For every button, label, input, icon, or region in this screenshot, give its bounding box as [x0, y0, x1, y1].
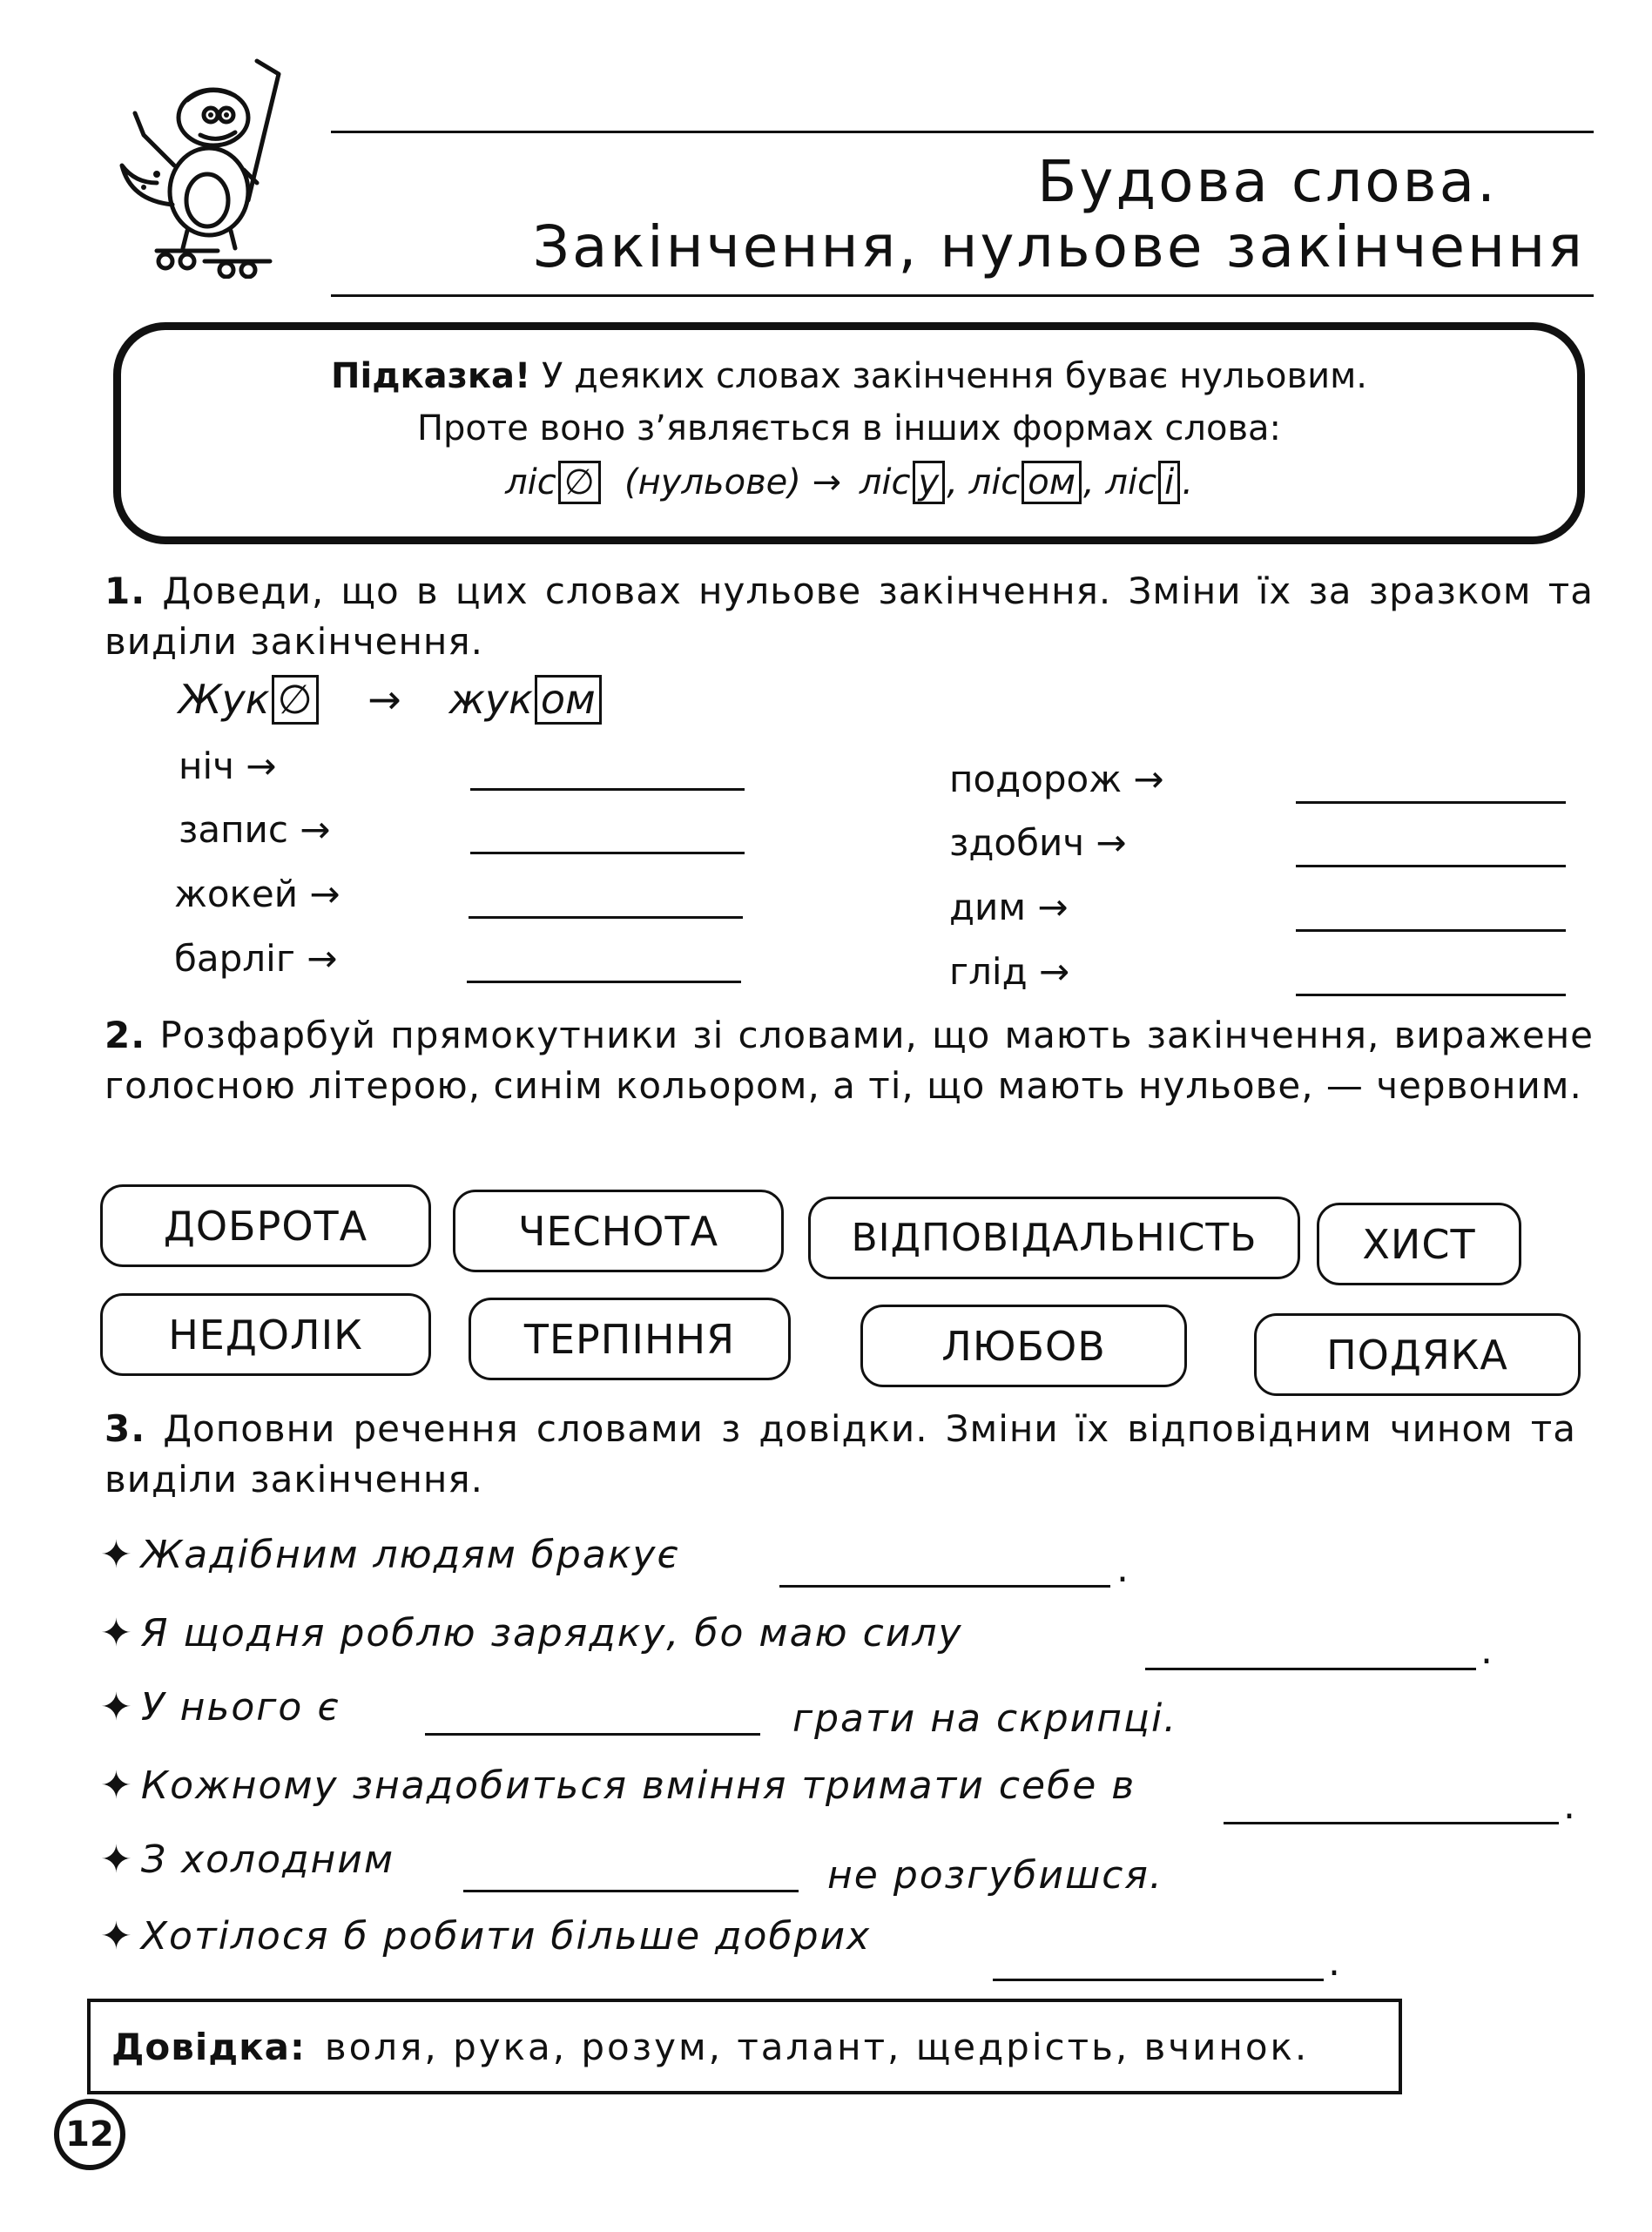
star-bullet-icon: ✦	[100, 1611, 134, 1655]
period: .	[1116, 1547, 1130, 1591]
sample-result-ending-box: ом	[535, 675, 602, 725]
task1-number: 1.	[105, 570, 146, 612]
task3-text: Доповни речення словами з довідки. Зміни їх відповідним чином та виділи закінчення.	[105, 1407, 1576, 1500]
hint-example	[121, 461, 1577, 504]
answer-blank[interactable]	[470, 788, 745, 791]
sentence-6-text: Хотілося б робити більше добрих	[140, 1914, 872, 1959]
task3-number: 3.	[105, 1407, 146, 1450]
answer-blank[interactable]	[1296, 801, 1566, 804]
sentence-5-text-a: З холодним	[140, 1838, 395, 1882]
star-bullet-icon: ✦	[100, 1533, 134, 1577]
hint-example-stem: ліс	[505, 462, 556, 502]
zero-note: (нульове)	[624, 462, 801, 502]
task1-word-left: жокей →	[174, 873, 341, 915]
reference-words: воля, рука, розум, талант, щедрість, вчинок.	[324, 2025, 1310, 2068]
hint-box	[113, 322, 1585, 544]
reference-label: Довідка:	[111, 2025, 306, 2068]
hint-line1	[121, 356, 1577, 396]
task1-sample	[179, 675, 603, 725]
period: .	[1328, 1940, 1342, 1985]
task1-word-right: глід →	[949, 950, 1070, 993]
word-rectangle-nedolik[interactable]: НЕДОЛІК	[100, 1293, 431, 1376]
sentence-5	[100, 1838, 394, 1882]
sample-arrow-icon: →	[367, 676, 401, 723]
sentence-2-text: Я щодня роблю зарядку, бо маю силу	[140, 1611, 963, 1655]
sentence-6	[100, 1914, 871, 1959]
ending-box-u: у	[913, 461, 946, 504]
hint-example-stem-3: ліс	[968, 462, 1021, 502]
sample-stem: Жук	[179, 676, 270, 723]
header-top-rule	[331, 131, 1594, 133]
answer-blank[interactable]	[467, 981, 741, 983]
star-bullet-icon: ✦	[100, 1685, 134, 1730]
word-rectangle-khyst[interactable]: ХИСТ	[1317, 1203, 1521, 1285]
sentence-3-text-b: грати на скрипці.	[792, 1696, 1178, 1741]
answer-blank[interactable]	[469, 916, 743, 919]
task2-text: Розфарбуй прямокутники зі словами, що мають закінчення, виражене голосною літерою, синім кольором, а ті, що мають нульове, — червоним.	[105, 1014, 1594, 1107]
page-number: 12	[54, 2099, 125, 2170]
ending-box-i: і	[1158, 461, 1180, 504]
task1-word-right: дим →	[949, 886, 1069, 928]
task1-instructions	[105, 566, 1594, 667]
task3-instructions	[105, 1404, 1576, 1505]
header-bottom-rule	[331, 294, 1594, 297]
sentence-1-text: Жадібним людям бракує	[140, 1533, 680, 1577]
task1-word-right: здобич →	[949, 821, 1127, 864]
hint-example-stem-4: ліс	[1105, 462, 1157, 502]
answer-blank[interactable]	[425, 1733, 760, 1736]
answer-blank[interactable]	[1224, 1822, 1559, 1824]
answer-blank[interactable]	[993, 1979, 1324, 1981]
period: .	[1182, 462, 1193, 502]
sentence-4	[100, 1763, 1136, 1808]
comma: ,	[1082, 462, 1095, 502]
word-rectangle-vidpovidalnist[interactable]: ВІДПОВІДАЛЬНІСТЬ	[808, 1197, 1300, 1279]
dinosaur-mascot-illustration	[105, 52, 305, 279]
task1-word-left: ніч →	[179, 745, 277, 787]
answer-blank[interactable]	[1296, 929, 1566, 932]
word-rectangle-dobrota[interactable]: ДОБРОТА	[100, 1184, 431, 1267]
answer-blank[interactable]	[1296, 865, 1566, 867]
task1-text: Доведи, що в цих словах нульове закінчення. Зміни їх за зразком та виділи закінчення.	[105, 570, 1594, 663]
answer-blank[interactable]	[463, 1890, 799, 1892]
star-bullet-icon: ✦	[100, 1838, 134, 1882]
word-rectangle-chesnota[interactable]: ЧЕСНОТА	[453, 1190, 784, 1272]
task1-word-left: запис →	[179, 808, 331, 851]
sentence-5-text-b: не розгубишся.	[827, 1853, 1163, 1898]
arrow-icon: →	[812, 462, 842, 502]
hint-line2: Проте воно з’являється в інших формах слова:	[416, 408, 1282, 448]
period: .	[1563, 1784, 1577, 1828]
sentence-1	[100, 1533, 680, 1577]
sample-result-stem: жук	[448, 676, 533, 723]
page-title-line1: Будова слова.	[1037, 148, 1498, 215]
page-title-line2: Закінчення, нульове закінчення	[532, 213, 1585, 280]
answer-blank[interactable]	[470, 852, 745, 854]
sentence-3-text-a: У нього є	[140, 1685, 341, 1730]
star-bullet-icon: ✦	[100, 1763, 134, 1808]
sentence-3	[100, 1685, 340, 1730]
sentence-2	[100, 1611, 963, 1655]
hint-example-stem-2: ліс	[859, 462, 911, 502]
word-rectangle-liubov[interactable]: ЛЮБОВ	[860, 1305, 1187, 1387]
reference-box	[87, 1999, 1402, 2094]
word-rectangle-terpinnia[interactable]: ТЕРПІННЯ	[469, 1298, 791, 1380]
task2-instructions	[105, 1010, 1594, 1111]
answer-blank[interactable]	[779, 1585, 1110, 1588]
comma: ,	[947, 462, 958, 502]
answer-blank[interactable]	[1296, 994, 1566, 996]
task1-word-right: подорож →	[949, 758, 1164, 800]
zero-ending-box: ∅	[558, 461, 601, 504]
hint-text1: У деяких словах закінчення буває нульовим.	[541, 356, 1367, 396]
hint-label: Підказка!	[331, 356, 531, 396]
period: .	[1480, 1628, 1494, 1673]
sample-zero-box: ∅	[272, 675, 319, 725]
task1-word-left: барліг →	[174, 937, 338, 980]
word-rectangle-podiaka[interactable]: ПОДЯКА	[1254, 1313, 1581, 1396]
ending-box-om: ом	[1022, 461, 1082, 504]
answer-blank[interactable]	[1145, 1668, 1476, 1670]
sentence-4-text: Кожному знадобиться вміння тримати себе в	[140, 1763, 1136, 1808]
star-bullet-icon: ✦	[100, 1914, 134, 1959]
task2-number: 2.	[105, 1014, 146, 1056]
